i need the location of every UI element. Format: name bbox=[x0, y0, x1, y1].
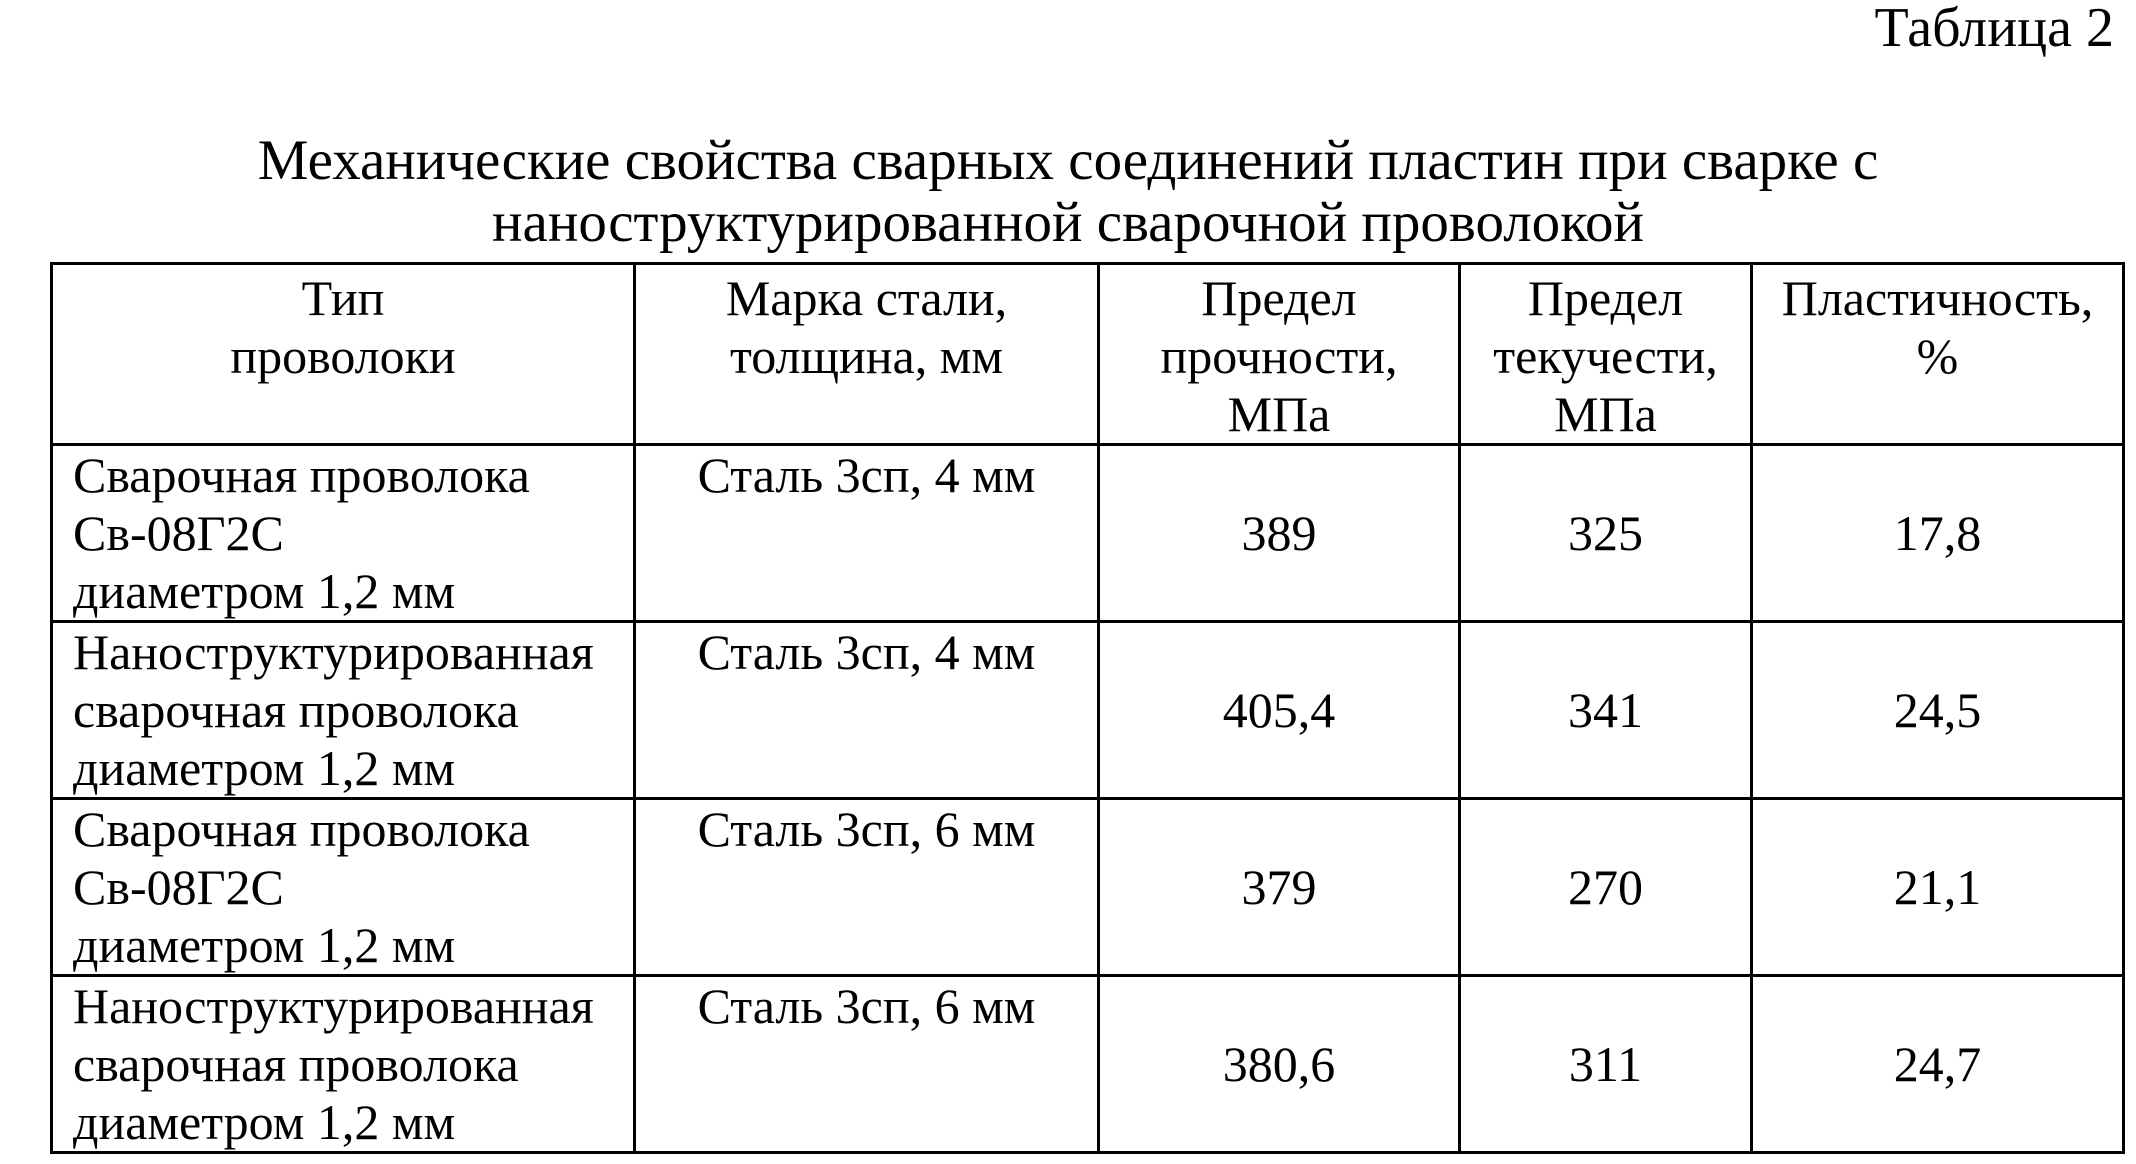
steel-grade-cell: Сталь 3сп, 4 мм bbox=[635, 445, 1099, 622]
table-row bbox=[52, 976, 2124, 1153]
header-text: МПа bbox=[1554, 386, 1657, 442]
wire-type-text: сварочная проволока bbox=[73, 682, 519, 738]
header-tensile-strength bbox=[1099, 264, 1460, 445]
tensile-strength-cell: 379 bbox=[1099, 799, 1460, 976]
header-text: Марка стали, bbox=[725, 270, 1008, 326]
table-caption-line-2: наноструктурированной сварочной проволокой bbox=[492, 191, 1644, 254]
wire-type-text: сварочная проволока bbox=[73, 1036, 519, 1092]
yield-strength-cell: 270 bbox=[1460, 799, 1752, 976]
mechanical-properties-table bbox=[50, 262, 2125, 1154]
header-text: Тип bbox=[301, 270, 385, 326]
table-row bbox=[52, 445, 2124, 622]
wire-type-text: диаметром 1,2 мм bbox=[73, 740, 456, 796]
yield-strength-cell: 341 bbox=[1460, 622, 1752, 799]
plasticity-cell: 17,8 bbox=[1752, 445, 2124, 622]
yield-strength-cell: 325 bbox=[1460, 445, 1752, 622]
wire-type-text: диаметром 1,2 мм bbox=[73, 917, 456, 973]
tensile-strength-cell: 380,6 bbox=[1099, 976, 1460, 1153]
plasticity-cell: 24,5 bbox=[1752, 622, 2124, 799]
plasticity-cell: 24,7 bbox=[1752, 976, 2124, 1153]
steel-grade-cell: Сталь 3сп, 6 мм bbox=[635, 976, 1099, 1153]
wire-type-text: Сварочная проволока bbox=[73, 801, 530, 857]
header-wire-type bbox=[52, 264, 635, 445]
wire-type-cell bbox=[52, 622, 635, 799]
yield-strength-cell: 311 bbox=[1460, 976, 1752, 1153]
table-row bbox=[52, 799, 2124, 976]
header-text: проволоки bbox=[230, 328, 456, 384]
header-plasticity bbox=[1752, 264, 2124, 445]
header-text: Предел bbox=[1527, 270, 1684, 326]
header-text: Пластичность, bbox=[1781, 270, 2094, 326]
table-row bbox=[52, 622, 2124, 799]
wire-type-text: диаметром 1,2 мм bbox=[73, 1094, 456, 1150]
wire-type-cell bbox=[52, 976, 635, 1153]
wire-type-text: Сварочная проволока bbox=[73, 447, 530, 503]
tensile-strength-cell: 405,4 bbox=[1099, 622, 1460, 799]
header-text: прочности, bbox=[1160, 328, 1398, 384]
header-text: Предел bbox=[1201, 270, 1357, 326]
tensile-strength-cell: 389 bbox=[1099, 445, 1460, 622]
header-text: % bbox=[1916, 328, 1959, 384]
header-steel-grade bbox=[635, 264, 1099, 445]
steel-grade-cell: Сталь 3сп, 6 мм bbox=[635, 799, 1099, 976]
wire-type-text: диаметром 1,2 мм bbox=[73, 563, 456, 619]
header-text: текучести, bbox=[1493, 328, 1718, 384]
wire-type-text: Св-08Г2С bbox=[73, 859, 284, 915]
plasticity-cell: 21,1 bbox=[1752, 799, 2124, 976]
wire-type-cell bbox=[52, 445, 635, 622]
header-yield-strength bbox=[1460, 264, 1752, 445]
wire-type-text: Св-08Г2С bbox=[73, 505, 284, 561]
header-text: толщина, мм bbox=[730, 328, 1003, 384]
table-caption-line-1: Механические свойства сварных соединений пластин при сварке с bbox=[257, 129, 1879, 192]
header-row bbox=[52, 264, 2124, 445]
wire-type-cell bbox=[52, 799, 635, 976]
wire-type-text: Наноструктурированная bbox=[73, 978, 594, 1034]
steel-grade-cell: Сталь 3сп, 4 мм bbox=[635, 622, 1099, 799]
wire-type-text: Наноструктурированная bbox=[73, 624, 594, 680]
header-text: МПа bbox=[1227, 386, 1331, 442]
table-number-label: Таблица 2 bbox=[1874, 0, 2114, 59]
